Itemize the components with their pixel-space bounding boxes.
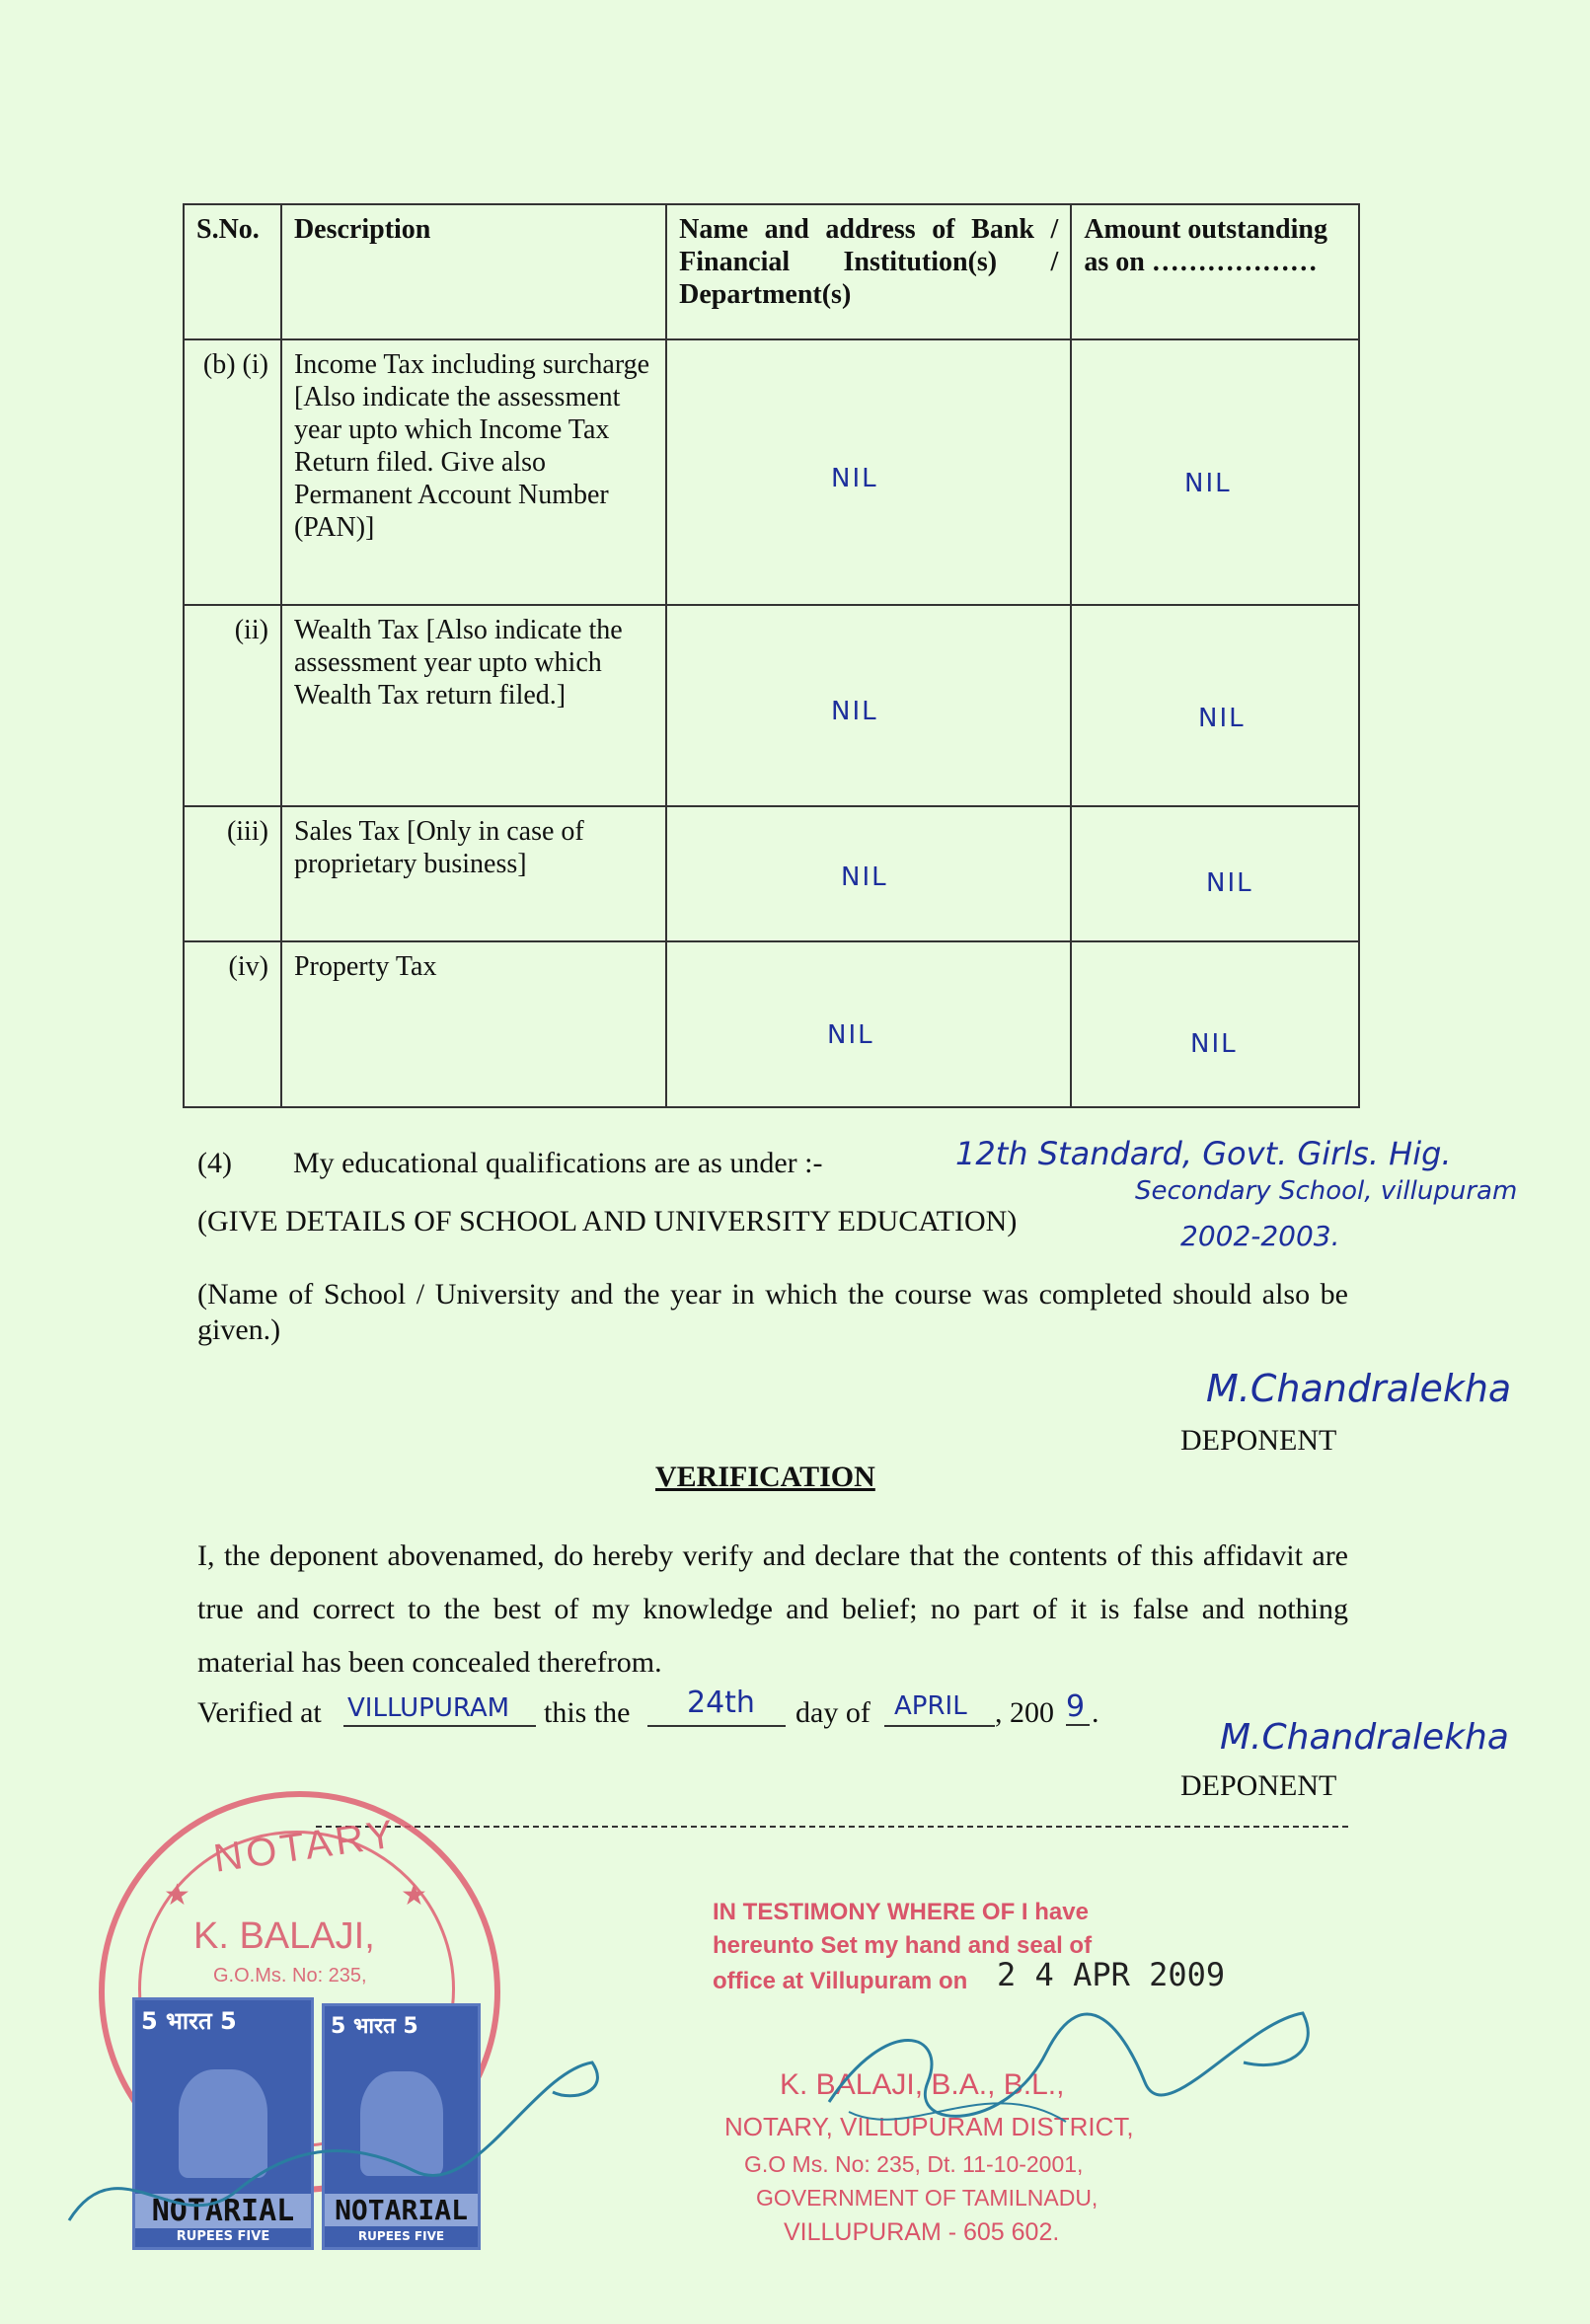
notary-title: NOTARY, VILLUPURAM DISTRICT,: [724, 2112, 1134, 2141]
seal-top-text: NOTARY: [210, 1812, 401, 1881]
verified-at-label: Verified at: [197, 1696, 322, 1729]
star-icon: ★: [164, 1879, 190, 1912]
row-sno: (b) (i): [184, 339, 281, 605]
deponent-label-1: DEPONENT: [1180, 1424, 1337, 1457]
education-give-details: (GIVE DETAILS OF SCHOOL AND UNIVERSITY EDUCATION): [197, 1205, 1018, 1237]
star-icon: ★: [401, 1879, 427, 1912]
tax-dues-table: [183, 203, 1360, 1108]
testimony-date: 2 4 APR 2009: [997, 1956, 1226, 1993]
year-prefix: , 200: [995, 1696, 1054, 1729]
education-note: (Name of School / University and the year in which the course was completed should also be given.): [197, 1278, 1348, 1346]
verified-day: 24th: [687, 1686, 755, 1720]
seal-go: G.O.Ms. No: 235,: [213, 1965, 367, 1987]
row-description: Wealth Tax [Also indicate the assessment year upto which Wealth Tax return filed.]: [281, 605, 666, 806]
seal-name: K. BALAJI,: [193, 1915, 375, 1957]
notary-go: G.O Ms. No: 235, Dt. 11-10-2001,: [744, 2151, 1084, 2177]
header-sno: S.No.: [184, 204, 281, 339]
table-row: [184, 339, 1359, 605]
nil-amount-income-tax: NIL: [1184, 469, 1232, 498]
deponent-signature-1: M.Chandralekha: [1206, 1367, 1512, 1410]
table-row: [184, 605, 1359, 806]
nil-amount-wealth-tax: NIL: [1198, 704, 1246, 733]
day-of-label: day of: [795, 1696, 871, 1729]
table-header-row: [184, 204, 1359, 339]
stamp-bottom-text: RUPEES FIVE: [357, 2229, 445, 2243]
nil-amount-property-tax: NIL: [1190, 1029, 1238, 1059]
stamp-top-text: 5 भारत 5: [141, 2007, 237, 2035]
stamp-word: NOTARIAL: [325, 2194, 478, 2226]
notary-signature: [59, 1993, 1342, 2270]
education-handwritten-line1: 12th Standard, Govt. Girls. Hig.: [955, 1135, 1452, 1172]
deponent-label-2: DEPONENT: [1180, 1769, 1337, 1802]
this-the-label: this the: [544, 1696, 631, 1729]
table-row: [184, 941, 1359, 1107]
nil-bank-property-tax: NIL: [827, 1020, 874, 1050]
stamp-bottom-text: RUPEES FIVE: [176, 2229, 270, 2244]
education-label: My educational qualifications are as under :-: [293, 1147, 823, 1179]
verified-place: VILLUPURAM: [347, 1693, 510, 1723]
testimony-line3: office at Villupuram on: [713, 1968, 968, 1994]
notary-govt: GOVERNMENT OF TAMILNADU,: [756, 2185, 1098, 2211]
nil-bank-wealth-tax: NIL: [831, 697, 878, 726]
row-sno: (ii): [184, 605, 281, 806]
verification-title: VERIFICATION: [655, 1461, 875, 1493]
row-amount-cell: [1071, 941, 1359, 1107]
header-bank: Name and address of Bank / Financial Institution(s) / Department(s): [666, 204, 1071, 339]
header-amount: Amount outstanding as on ………………: [1071, 204, 1359, 339]
dashed-separator: [316, 1826, 1348, 1828]
row-description: Sales Tax [Only in case of proprietary business]: [281, 806, 666, 941]
nil-bank-income-tax: NIL: [831, 464, 878, 493]
notary-name: K. BALAJI, B.A., B.L.,: [780, 2068, 1065, 2101]
row-sno: (iii): [184, 806, 281, 941]
stamp-word: NOTARIAL: [135, 2194, 311, 2228]
notary-address: VILLUPURAM - 605 602.: [784, 2218, 1060, 2246]
nil-amount-sales-tax: NIL: [1206, 868, 1253, 898]
row-description: Income Tax including surcharge [Also indicate the assessment year upto which Income Tax Return filed. Give also Permanent Account Number (PAN)]: [281, 339, 666, 605]
verified-month: APRIL: [894, 1691, 967, 1721]
education-handwritten-line2: Secondary School, villupuram: [1135, 1176, 1518, 1206]
header-description: Description: [281, 204, 666, 339]
testimony-line1: IN TESTIMONY WHERE OF I have: [713, 1899, 1089, 1925]
row-description: Property Tax: [281, 941, 666, 1107]
verified-year-digit: 9: [1066, 1689, 1090, 1726]
stamp-top-text: 5 भारत 5: [331, 2014, 418, 2039]
verified-period: .: [1092, 1696, 1099, 1729]
education-handwritten-line3: 2002-2003.: [1180, 1220, 1340, 1252]
nil-bank-sales-tax: NIL: [841, 862, 888, 892]
deponent-signature-2: M.Chandralekha: [1220, 1717, 1509, 1758]
education-number: (4): [197, 1147, 232, 1179]
testimony-line2: hereunto Set my hand and seal of: [713, 1932, 1093, 1959]
table-row: [184, 806, 1359, 941]
row-sno: (iv): [184, 941, 281, 1107]
verification-body: I, the deponent abovenamed, do hereby verify and declare that the contents of this affidavit are true and correct to the best of my knowledge and belief; no part of it is false and nothing material has been concealed therefrom.: [197, 1539, 1348, 1679]
